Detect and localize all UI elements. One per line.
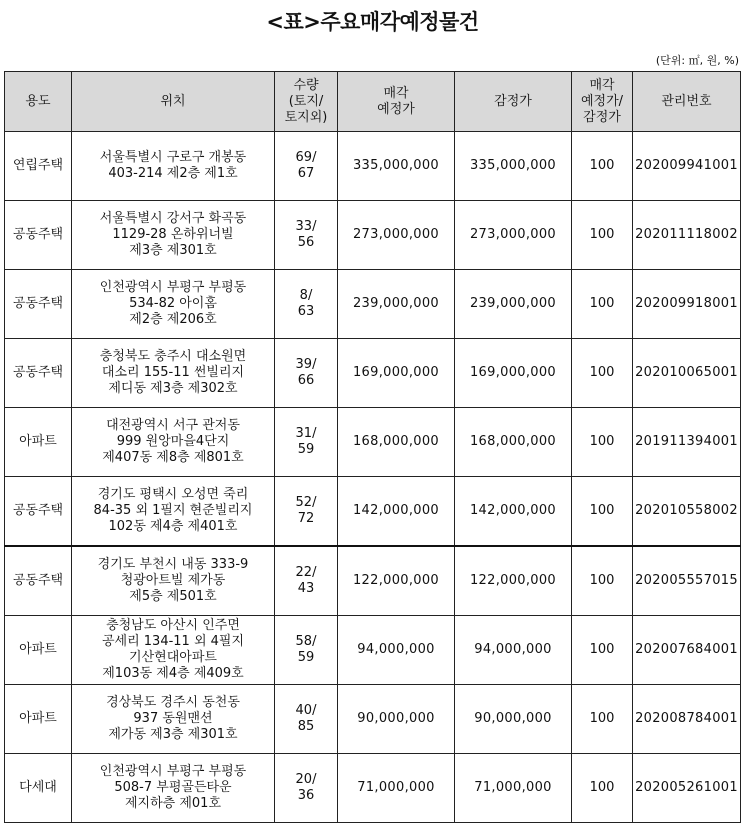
table-row	[5, 685, 741, 754]
table-row	[5, 754, 741, 823]
cell-location: 충청남도 아산시 인주면 공세리 134-11 외 4필지 기산현대아파트 제103동 제4층 제409호	[72, 616, 275, 685]
cell-appraisal: 90,000,000	[455, 685, 572, 754]
cell-quantity: 31/ 59	[275, 408, 338, 477]
cell-appraisal: 239,000,000	[455, 270, 572, 339]
cell-mgmt-no: 201911394001	[633, 408, 741, 477]
cell-appraisal: 168,000,000	[455, 408, 572, 477]
cell-quantity: 58/ 59	[275, 616, 338, 685]
cell-sale-price: 71,000,000	[338, 754, 455, 823]
cell-use: 아파트	[5, 685, 72, 754]
table-row	[5, 477, 741, 547]
cell-location: 경상북도 경주시 동천동 937 동원맨션 제가동 제3층 제301호	[72, 685, 275, 754]
cell-location: 서울특별시 강서구 화곡동 1129-28 온하위너빌 제3층 제301호	[72, 201, 275, 270]
cell-sale-price: 122,000,000	[338, 546, 455, 616]
table-row	[5, 339, 741, 408]
header-ratio: 매각 예정가/ 감정가	[572, 72, 633, 132]
cell-ratio: 100	[572, 685, 633, 754]
cell-mgmt-no: 202005261001	[633, 754, 741, 823]
cell-ratio: 100	[572, 201, 633, 270]
cell-appraisal: 335,000,000	[455, 132, 572, 201]
header-sale-price: 매각 예정가	[338, 72, 455, 132]
property-table	[4, 71, 741, 823]
cell-use: 공동주택	[5, 201, 72, 270]
cell-appraisal: 273,000,000	[455, 201, 572, 270]
cell-sale-price: 94,000,000	[338, 616, 455, 685]
cell-quantity: 52/ 72	[275, 477, 338, 547]
header-mgmt-no: 관리번호	[633, 72, 741, 132]
cell-location: 인천광역시 부평구 부평동 534-82 아이홈 제2층 제206호	[72, 270, 275, 339]
document-title: <표>주요매각예정물건	[266, 10, 479, 34]
cell-location: 경기도 평택시 오성면 죽리 84-35 외 1필지 현준빌리지 102동 제4층 제401호	[72, 477, 275, 547]
cell-sale-price: 239,000,000	[338, 270, 455, 339]
cell-ratio: 100	[572, 408, 633, 477]
cell-sale-price: 90,000,000	[338, 685, 455, 754]
cell-quantity: 69/ 67	[275, 132, 338, 201]
cell-appraisal: 169,000,000	[455, 339, 572, 408]
cell-ratio: 100	[572, 132, 633, 201]
header-row	[5, 72, 741, 132]
cell-ratio: 100	[572, 546, 633, 616]
cell-sale-price: 142,000,000	[338, 477, 455, 547]
cell-sale-price: 335,000,000	[338, 132, 455, 201]
cell-location: 인천광역시 부평구 부평동 508-7 부평골든타운 제지하층 제01호	[72, 754, 275, 823]
cell-use: 연립주택	[5, 132, 72, 201]
cell-use: 공동주택	[5, 546, 72, 616]
unit-note: (단위: ㎡, 원, %)	[655, 54, 739, 67]
cell-quantity: 8/ 63	[275, 270, 338, 339]
cell-location: 경기도 부천시 내동 333-9 청광아트빌 제가동 제5층 제501호	[72, 546, 275, 616]
cell-mgmt-no: 202011118002	[633, 201, 741, 270]
cell-mgmt-no: 202008784001	[633, 685, 741, 754]
cell-ratio: 100	[572, 270, 633, 339]
cell-use: 공동주택	[5, 270, 72, 339]
table-row	[5, 132, 741, 201]
cell-location: 대전광역시 서구 관저동 999 원앙마을4단지 제407동 제8층 제801호	[72, 408, 275, 477]
cell-appraisal: 122,000,000	[455, 546, 572, 616]
cell-ratio: 100	[572, 754, 633, 823]
header-location: 위치	[72, 72, 275, 132]
cell-quantity: 33/ 56	[275, 201, 338, 270]
cell-use: 공동주택	[5, 339, 72, 408]
cell-use: 다세대	[5, 754, 72, 823]
table-row	[5, 201, 741, 270]
cell-sale-price: 169,000,000	[338, 339, 455, 408]
table-row	[5, 408, 741, 477]
cell-ratio: 100	[572, 339, 633, 408]
header-use: 용도	[5, 72, 72, 132]
cell-use: 공동주택	[5, 477, 72, 547]
cell-ratio: 100	[572, 616, 633, 685]
cell-appraisal: 142,000,000	[455, 477, 572, 547]
cell-mgmt-no: 202009941001	[633, 132, 741, 201]
cell-sale-price: 168,000,000	[338, 408, 455, 477]
header-quantity: 수량 (토지/ 토지외)	[275, 72, 338, 132]
cell-use: 아파트	[5, 616, 72, 685]
header-appraisal: 감정가	[455, 72, 572, 132]
cell-mgmt-no: 202010558002	[633, 477, 741, 547]
cell-quantity: 22/ 43	[275, 546, 338, 616]
cell-location: 충청북도 충주시 대소원면 대소리 155-11 썬빌리지 제디동 제3층 제302호	[72, 339, 275, 408]
cell-quantity: 39/ 66	[275, 339, 338, 408]
cell-mgmt-no: 202005557015	[633, 546, 741, 616]
table-row	[5, 270, 741, 339]
cell-appraisal: 71,000,000	[455, 754, 572, 823]
cell-sale-price: 273,000,000	[338, 201, 455, 270]
cell-location: 서울특별시 구로구 개봉동 403-214 제2층 제1호	[72, 132, 275, 201]
cell-quantity: 20/ 36	[275, 754, 338, 823]
cell-mgmt-no: 202007684001	[633, 616, 741, 685]
cell-mgmt-no: 202010065001	[633, 339, 741, 408]
table-row	[5, 546, 741, 616]
cell-use: 아파트	[5, 408, 72, 477]
cell-appraisal: 94,000,000	[455, 616, 572, 685]
table-row	[5, 616, 741, 685]
cell-quantity: 40/ 85	[275, 685, 338, 754]
cell-ratio: 100	[572, 477, 633, 547]
cell-mgmt-no: 202009918001	[633, 270, 741, 339]
